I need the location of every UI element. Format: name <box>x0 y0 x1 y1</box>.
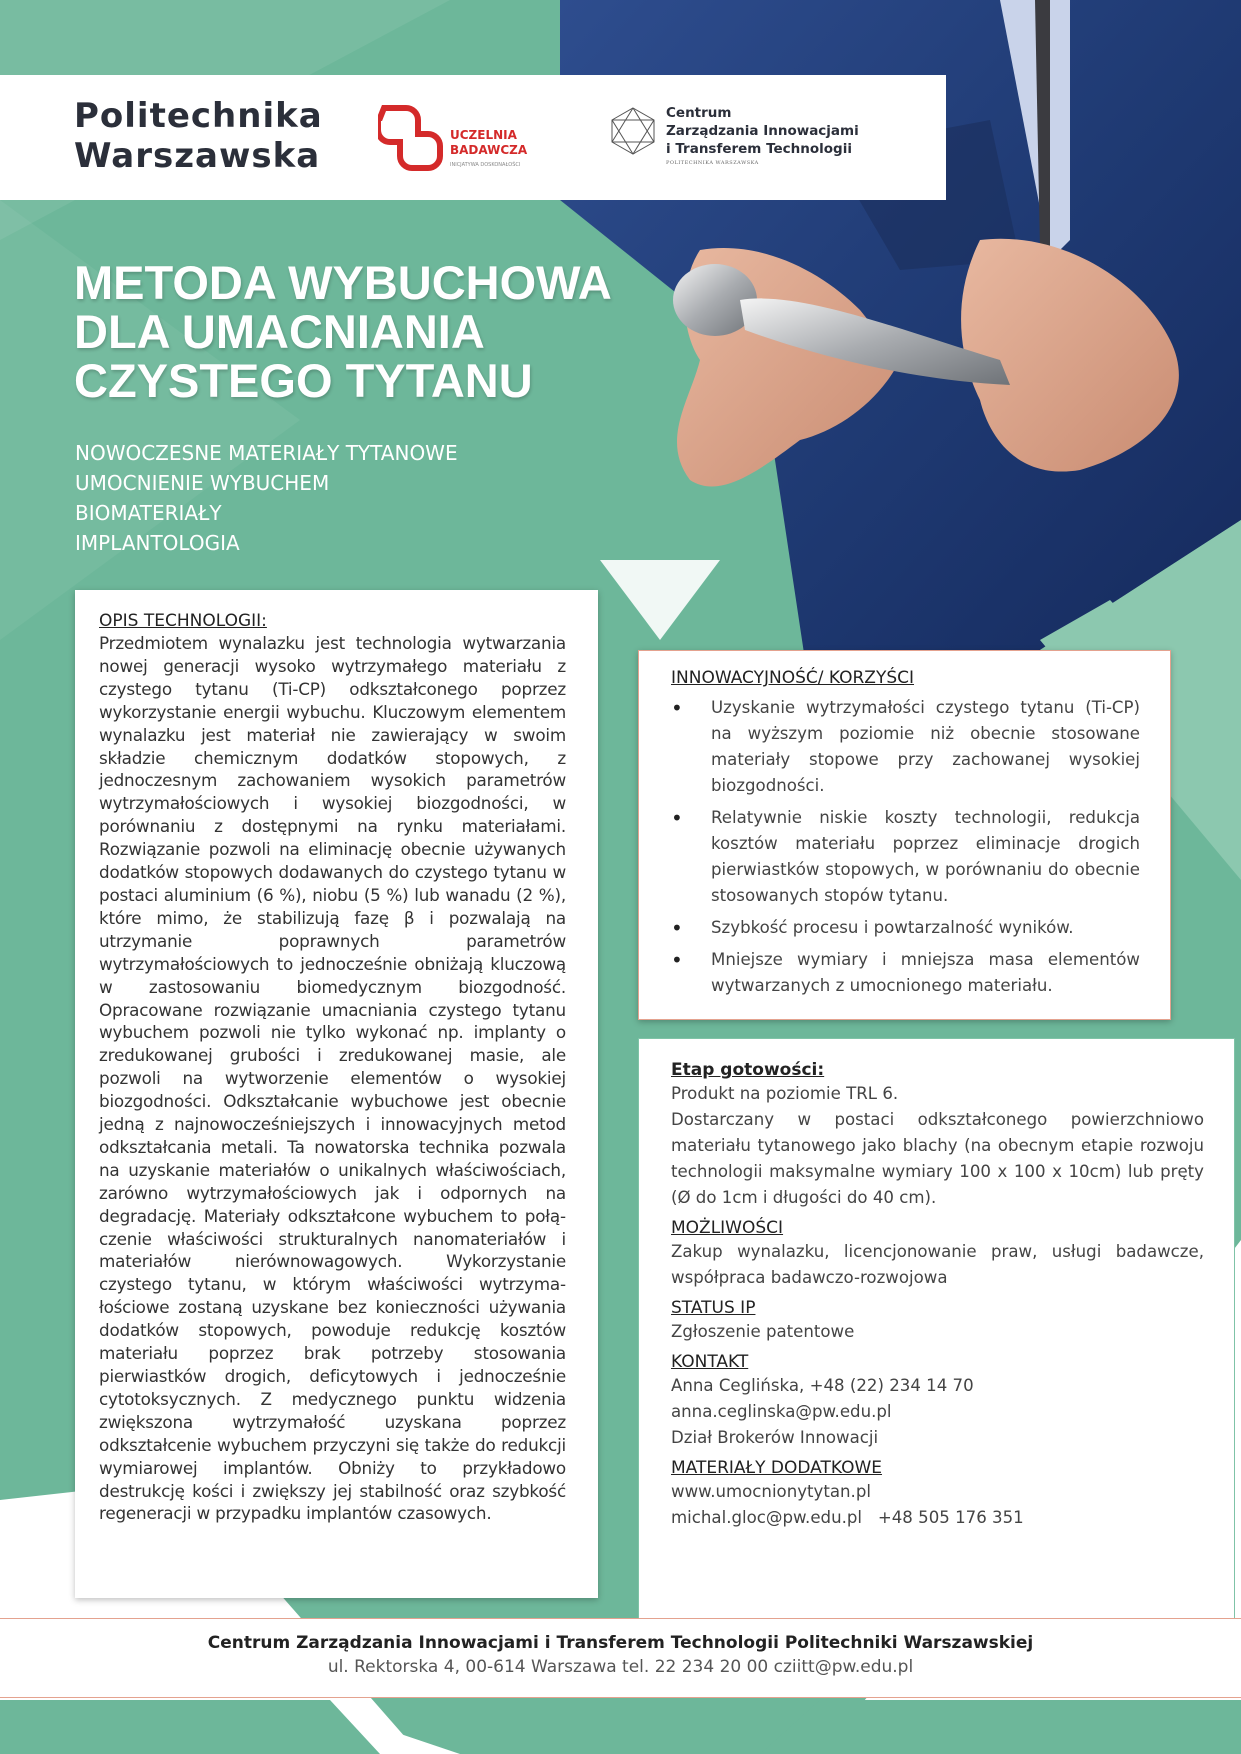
keyword: UMOCNIENIE WYBUCHEM <box>75 471 330 495</box>
keyword: BIOMATERIAŁY <box>75 501 222 525</box>
opis-technologii-card <box>75 590 598 1598</box>
page-title <box>74 258 674 405</box>
footer-address: ul. Rektorska 4, 00-614 Warszawa tel. 22 234 20 00 cziitt@pw.edu.pl <box>327 1657 914 1677</box>
cz-line2: Zarządzania Innowacjami <box>666 123 859 139</box>
list-item: • Mniejsze wymiary i mniejsza masa elementów wytwarzanych z umocnionego materiału. <box>711 947 1140 999</box>
ub-line1: UCZELNIA <box>450 128 517 142</box>
keywords-list <box>75 438 458 558</box>
title-line2: DLA UMACNIANIA <box>74 305 485 358</box>
ub-line2: BADAWCZA <box>450 143 528 157</box>
footer-org: Centrum Zarządzania Innowacjami i Transferem Technologii Politechniki Warszawskiej <box>207 1633 1034 1653</box>
etap-heading: Etap gotowości: <box>671 1060 825 1080</box>
pw-logo-line1: Politechnika <box>74 96 323 136</box>
innowacyjnosc-heading: INNOWACYJNOŚĆ/ KORZYŚCI <box>671 668 915 688</box>
footer <box>0 1618 1241 1698</box>
keyword: NOWOCZESNE MATERIAŁY TYTANOWE <box>75 441 458 465</box>
kontakt-dept: Dział Brokerów Innowacji <box>671 1428 879 1447</box>
list-item: • Relatywnie niskie koszty technologii, redukcja kosztów materiału poprzez eliminacje drogich pierwiastków stopowych, w porównaniu do obecnie stosowanych stopów tytanu. <box>711 805 1140 909</box>
kontakt-heading: KONTAKT <box>671 1352 749 1372</box>
uczelnia-badawcza-logo <box>378 104 548 174</box>
list-item: • Szybkość procesu i powtarzalność wyników. <box>711 915 1140 941</box>
etap-line2: Dostarczany w postaci odkształconego powierzchniowo materiału tytanowego jako blachy (na obecnym etapie rozwoju technologii maksymalne wymiary 100 x 100 x 10cm) lub pręty (Ø do 1cm i długości do 40 cm). <box>671 1110 1204 1207</box>
kontakt-name: Anna Ceglińska, +48 (22) 234 14 70 <box>671 1376 974 1395</box>
opis-heading: OPIS TECHNOLOGII: <box>99 611 267 631</box>
title-line1: METODA WYBUCHOWA <box>74 256 612 309</box>
innowacyjnosc-card <box>638 650 1171 1020</box>
mozliwosci-body: Zakup wynalazku, licencjonowanie praw, usługi badawcze, współpraca badawczo-rozwojowa <box>671 1242 1204 1287</box>
pw-logo-line2: Warszawska <box>74 136 321 176</box>
benefits-list <box>671 695 1140 999</box>
materialy-link[interactable]: www.umocnionytytan.pl <box>671 1482 871 1501</box>
opis-body: Przedmiotem wynalazku jest technologia wytwarzania nowej generacji wysoko wytrzymałego materiału z czystego tytanu (Ti-CP) odkształconego poprzez wykorzystanie energii wybuchu. Kluczowym elementem wynalazku jest materiał nie zawierający w swoim składzie chemicznym dodatków stopowych, z jednoczesnym zachowaniem wysokich parametrów wytrzymałościowych i wysokiej biozgodności, w porównaniu z dostępnymi na rynku materiałami. Rozwiązanie pozwoli na eliminację obecnie używanych dodatków stopowych dodawanych do czystego tytanu w postaci aluminium (6 %), niobu (5 %) lub wanadu (2 %), które mimo, że stabilizują fazę β i pozwalają na utrzymanie poprawnych parametrów wytrzymałościowych to jednocześnie obniżają kluczową w zastosowaniu biomedycznym biozgodność. Opracowane rozwiązanie umacniania czystego tytanu wybuchem pozwoli nie tylko wykonać np. implanty o zredukowanej grubości i zredukowanej masie, ale pozwoli na wytworzenie elementów o wysokiej biozgodności. Odkształcanie wybuchowe jest obecnie jedną z najnowocześniejszych i innowacyjnych metod odkształcania metali. Ta nowatorska technika pozwala na uzyskanie materiałów o unikalnych właściwościach, zarówno wytrzymałościowych jak i odpornych na degradację. Materiały odkształcone wybuchem to połączenie właściwości strukturalnych nanomateriałów i materiałów nierównowagowych. Wykorzystanie czystego tytanu, w którym właściwości wytrzymałościowe zostaną uzyskane bez konieczności używania dodatków stopowych, powoduje redukcję kosztów materiału poprzez brak potrzeby stosowania pierwiastków drogich, deficytowych i jednocześnie cytotoksycznych. Z medycznego punktu widzenia zwiększona wytrzymałość uzyskana poprzez odkształcenie wybuchem przyczyni się także do redukcji wymiarowej implantów. Obniży to przykładowo destrukcję kości i zwiększy jej stabilność oraz szybkość regeneracji w przypadku implantów czasowych. <box>99 633 566 1524</box>
mozliwosci-heading: MOŻLIWOŚCI <box>671 1218 784 1238</box>
kontakt-email[interactable]: anna.ceglinska@pw.edu.pl <box>671 1402 892 1421</box>
details-card <box>638 1038 1235 1622</box>
status-heading: STATUS IP <box>671 1298 756 1318</box>
keyword: IMPLANTOLOGIA <box>75 531 240 555</box>
etap-line1: Produkt na poziomie TRL 6. <box>671 1084 899 1103</box>
ub-small: INICJATYWA DOSKONAŁOŚCI <box>450 162 521 168</box>
materialy-heading: MATERIAŁY DODATKOWE <box>671 1458 883 1478</box>
title-line3: CZYSTEGO TYTANU <box>74 354 533 407</box>
network-polygon-icon <box>608 106 658 156</box>
materialy-contact[interactable]: michal.gloc@pw.edu.pl +48 505 176 351 <box>671 1508 1024 1527</box>
ub-mark-icon <box>378 104 448 174</box>
status-body: Zgłoszenie patentowe <box>671 1322 855 1341</box>
list-item: • Uzyskanie wytrzymałości czystego tytanu (Ti-CP) na wyższym poziomie niż obecnie stosowane materiały stopowe przy zachowanej wysokiej biozgodności. <box>711 695 1140 799</box>
cz-line1: Centrum <box>666 105 732 121</box>
cz-small: POLITECHNIKA WARSZAWSKA <box>666 160 759 166</box>
cziitt-logo <box>608 102 868 174</box>
pw-logo <box>74 96 323 176</box>
cz-line3: i Transferem Technologii <box>666 141 852 157</box>
